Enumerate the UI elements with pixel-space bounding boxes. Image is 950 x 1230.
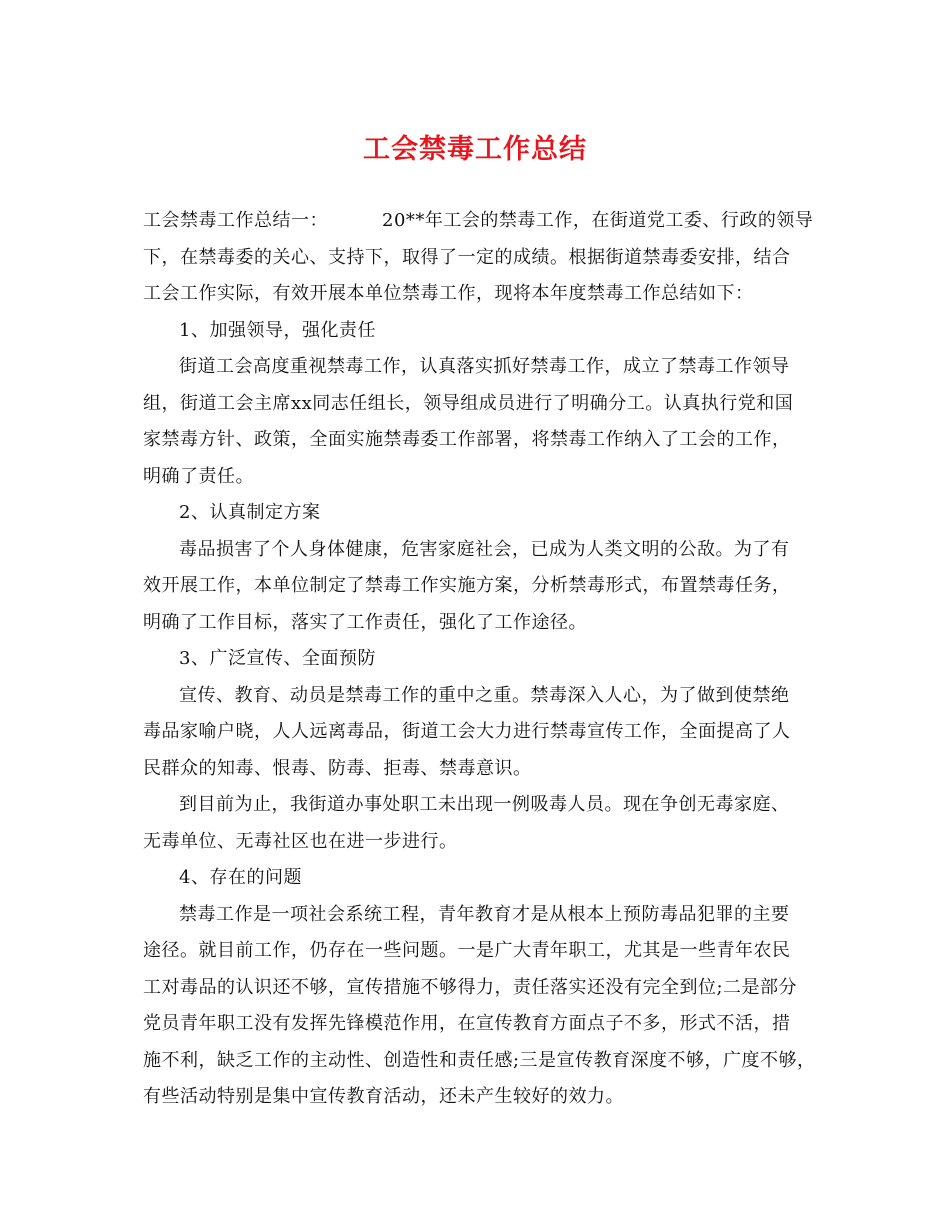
paragraph-line: 有些活动特别是集中宣传教育活动，还未产生较好的效力。 — [143, 1086, 624, 1107]
paragraph-line: 毒品家喻户晓，人人远离毒品，街道工会大力进行禁毒宣传工作，全面提高了人 — [143, 721, 791, 742]
intro-text: 20**年工会的禁毒工作，在街道党工委、行政的领导 — [382, 210, 814, 231]
paragraph-line: 民群众的知毒、恨毒、防毒、拒毒、禁毒意识。 — [143, 757, 532, 779]
paragraph-line: 到目前为止，我街道办事处职工未出现一例吸毒人员。现在争创无毒家庭、 — [179, 794, 790, 815]
paragraph-line — [143, 203, 823, 240]
paragraph-line: 毒品损害了个人身体健康，危害家庭社会，已成为人类文明的公敌。为了有 — [179, 538, 790, 560]
paragraph-line: 明确了责任。 — [143, 465, 254, 487]
section-heading: 4、存在的问题 — [179, 867, 302, 888]
paragraph-line: 工会工作实际，有效开展本单位禁毒工作，现将本年度禁毒工作总结如下： — [143, 283, 754, 304]
section-heading: 1、加强领导，强化责任 — [179, 319, 376, 341]
paragraph-line: 宣传、教育、动员是禁毒工作的重中之重。禁毒深入人心，为了做到使禁绝 — [179, 684, 790, 706]
paragraph-line: 效开展工作，本单位制定了禁毒工作实施方案，分析禁毒形式，布置禁毒任务， — [143, 575, 791, 596]
paragraph-line: 街道工会高度重视禁毒工作，认真落实抓好禁毒工作，成立了禁毒工作领导 — [179, 356, 790, 377]
paragraph-line: 明确了工作目标，落实了工作责任，强化了工作途径。 — [143, 611, 587, 633]
paragraph-line: 工对毒品的认识还不够，宣传措施不够得力，责任落实还没有完全到位;二是部分 — [143, 976, 798, 998]
paragraph-line: 禁毒工作是一项社会系统工程，青年教育才是从根本上预防毒品犯罪的主要 — [179, 903, 790, 925]
section-heading: 2、认真制定方案 — [179, 502, 321, 523]
document-title: 工会禁毒工作总结 — [363, 134, 587, 165]
paragraph-line: 党员青年职工没有发挥先锋模范作用，在宣传教育方面点子不多，形式不活，措 — [143, 1013, 791, 1034]
paragraph-line: 组，街道工会主席xx同志任组长，领导组成员进行了明确分工。认真执行党和国 — [143, 392, 794, 414]
paragraph-line: 施不利，缺乏工作的主动性、创造性和责任感;三是宣传教育深度不够，广度不够， — [143, 1049, 816, 1071]
paragraph-line: 途径。就目前工作，仍存在一些问题。一是广大青年职工，尤其是一些青年农民 — [143, 940, 791, 961]
section-heading: 3、广泛宣传、全面预防 — [179, 648, 376, 669]
paragraph-line: 无毒单位、无毒社区也在进一步进行。 — [143, 830, 458, 852]
paragraph-line: 下，在禁毒委的关心、支持下，取得了一定的成绩。根据街道禁毒委安排，结合 — [143, 246, 791, 268]
paragraph-line: 家禁毒方针、政策，全面实施禁毒委工作部署，将禁毒工作纳入了工会的工作， — [143, 429, 791, 450]
document-body — [143, 203, 823, 1116]
intro-label: 工会禁毒工作总结一： — [143, 210, 328, 231]
